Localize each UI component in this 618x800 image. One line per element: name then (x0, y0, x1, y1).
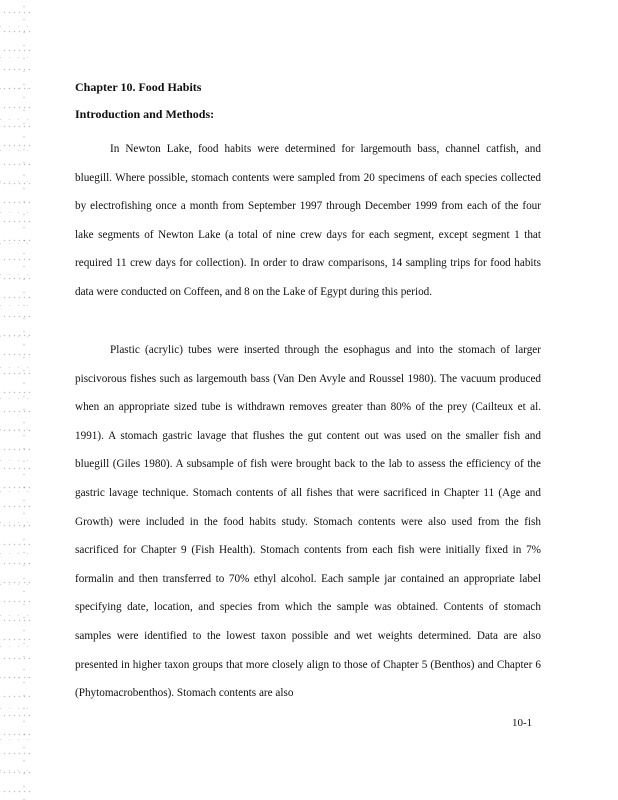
body-paragraph-1: In Newton Lake, food habits were determined for largemouth bass, channel catfish, and bluegill. Where possible, stomach contents were sampled from 20 specimens of each species collected by electrofishing once a month from September 1997 through December 1999 from each of the four lake segments of Newton Lake (a total of nine crew days for each segment, except segment 1 that required 11 crew days for collection). In order to draw comparisons, 14 sampling trips for food habits data were conducted on Coffeen, and 8 on the Lake of Egypt during this period. (75, 143, 541, 298)
section-heading: Introduction and Methods: (75, 107, 215, 121)
chapter-title: Chapter 10. Food Habits (75, 80, 202, 94)
page-number: 10-1 (512, 717, 533, 729)
scan-edge-artifact-inner (22, 0, 26, 800)
body-paragraph-2: Plastic (acrylic) tubes were inserted through the esophagus and into the stomach of larger piscivorous fishes such as largemouth bass (Van Den Avyle and Roussel 1980). The vacuum produced when an appropriate sized tube is withdrawn removes greater than 80% of the prey (Cailteux et al. 1991). A stomach gastric lavage that flushes the gut content out was used on the smaller fish and bluegill (Giles 1980). A subsample of fish were brought back to the lab to assess the efficiency of the gastric lavage technique. Stomach contents of all fishes that were sacrificed in Chapter 11 (Age and Growth) were included in the food habits study. Stomach contents were also used from the fish sacrificed for Chapter 9 (Fish Health). Stomach contents from each fish were initially fixed in 7% formalin and then transferred to 70% ethyl alcohol. Each sample jar contained an appropriate label specifying date, location, and species from which the sample was obtained. Contents of stomach samples were identified to the lowest taxon possible and wet weights determined. Data are also presented in higher taxon groups that more closely align to those of Chapter 5 (Benthos) and Chapter 6 (Phytomacrobenthos). Stomach contents are also (75, 344, 541, 700)
scan-edge-artifact (0, 0, 34, 800)
